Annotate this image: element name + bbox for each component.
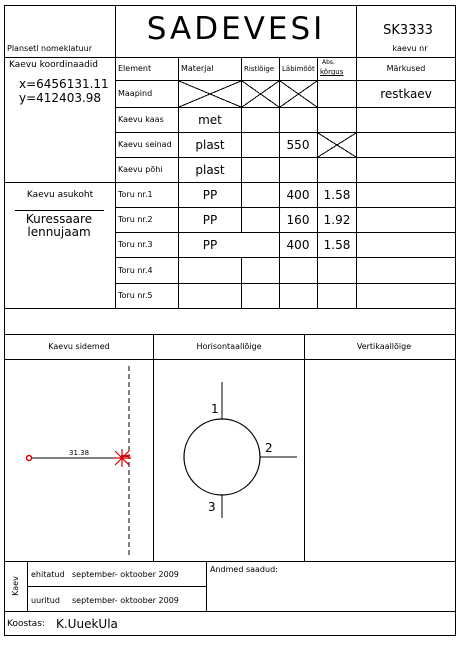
header-slope: Ristlõige — [244, 65, 275, 73]
header-element: Element — [118, 64, 152, 73]
coordinates-label: Kaevu koordinaadid — [9, 60, 99, 70]
location-line2: lennujaam — [27, 225, 91, 239]
footer-side-label: Kaev — [11, 576, 20, 596]
pipe-3-label: 3 — [208, 500, 216, 514]
header-diameter: Läbimõõt — [282, 65, 315, 73]
row-material: PP — [202, 213, 218, 227]
document-title: SADEVESI — [146, 11, 326, 47]
row-material: met — [198, 113, 222, 127]
well-number: SK3333 — [383, 23, 433, 38]
surveyed-label: uuritud — [31, 596, 60, 605]
row-elevation: 1.58 — [323, 188, 351, 202]
row-element-label: Toru nr.4 — [118, 266, 153, 275]
section-horizontal: Horisontaallõige — [196, 342, 262, 351]
pipe-1-label: 1 — [211, 402, 219, 416]
row-diameter: 160 — [286, 213, 310, 227]
row-notes: restkaev — [380, 87, 432, 101]
author-value: K.UuekUla — [56, 617, 118, 631]
header-notes: Märkused — [386, 64, 426, 73]
location-line1: Kuressaare — [25, 212, 93, 226]
row-elevation: 1.92 — [323, 213, 351, 227]
well-number-label: kaevu nr — [392, 44, 428, 53]
data-source-label: Andmed saadud: — [210, 565, 278, 574]
row-element-label: Kaevu kaas — [118, 115, 164, 124]
row-material: plast — [195, 163, 225, 177]
row-diameter: 550 — [286, 138, 310, 152]
row-elevation: 1.58 — [323, 238, 351, 252]
row-material: PP — [202, 238, 218, 252]
row-element-label: Kaevu põhi — [118, 165, 163, 174]
row-element-label: Toru nr.5 — [118, 291, 153, 300]
row-element-label: Toru nr.1 — [118, 190, 153, 199]
coordinate-y: y=412403.98 — [19, 91, 102, 105]
pipe-2-label: 2 — [265, 441, 273, 455]
row-diameter: 400 — [286, 188, 310, 202]
row-element-label: Kaevu seinad — [118, 140, 172, 149]
built-value: september- oktoober 2009 — [72, 570, 179, 579]
author-label: Koostas: — [7, 619, 45, 629]
well-outline — [184, 419, 260, 495]
header-abs-top: Abs. — [322, 59, 335, 66]
row-material: PP — [202, 188, 218, 202]
built-label: ehitatud — [31, 570, 65, 579]
surveyed-value: september- oktoober 2009 — [72, 596, 179, 605]
header-material: Materjal — [181, 64, 214, 73]
tie-distance: 31.38 — [69, 449, 90, 457]
location-label: Kaevu asukoht — [26, 190, 94, 200]
section-vertical: Vertikaallõige — [356, 342, 412, 351]
section-ties: Kaevu sidemed — [48, 342, 110, 351]
nomenclature-label: Plansetl nomeklatuur — [7, 44, 93, 53]
row-diameter: 400 — [286, 238, 310, 252]
row-element-label: Toru nr.3 — [118, 240, 153, 249]
row-element-label: Maapind — [118, 89, 153, 98]
row-element-label: Toru nr.2 — [118, 215, 153, 224]
header-abs-bottom: kõrgus — [320, 68, 344, 76]
row-material: plast — [195, 138, 225, 152]
coordinate-x: x=6456131.11 — [19, 77, 109, 91]
